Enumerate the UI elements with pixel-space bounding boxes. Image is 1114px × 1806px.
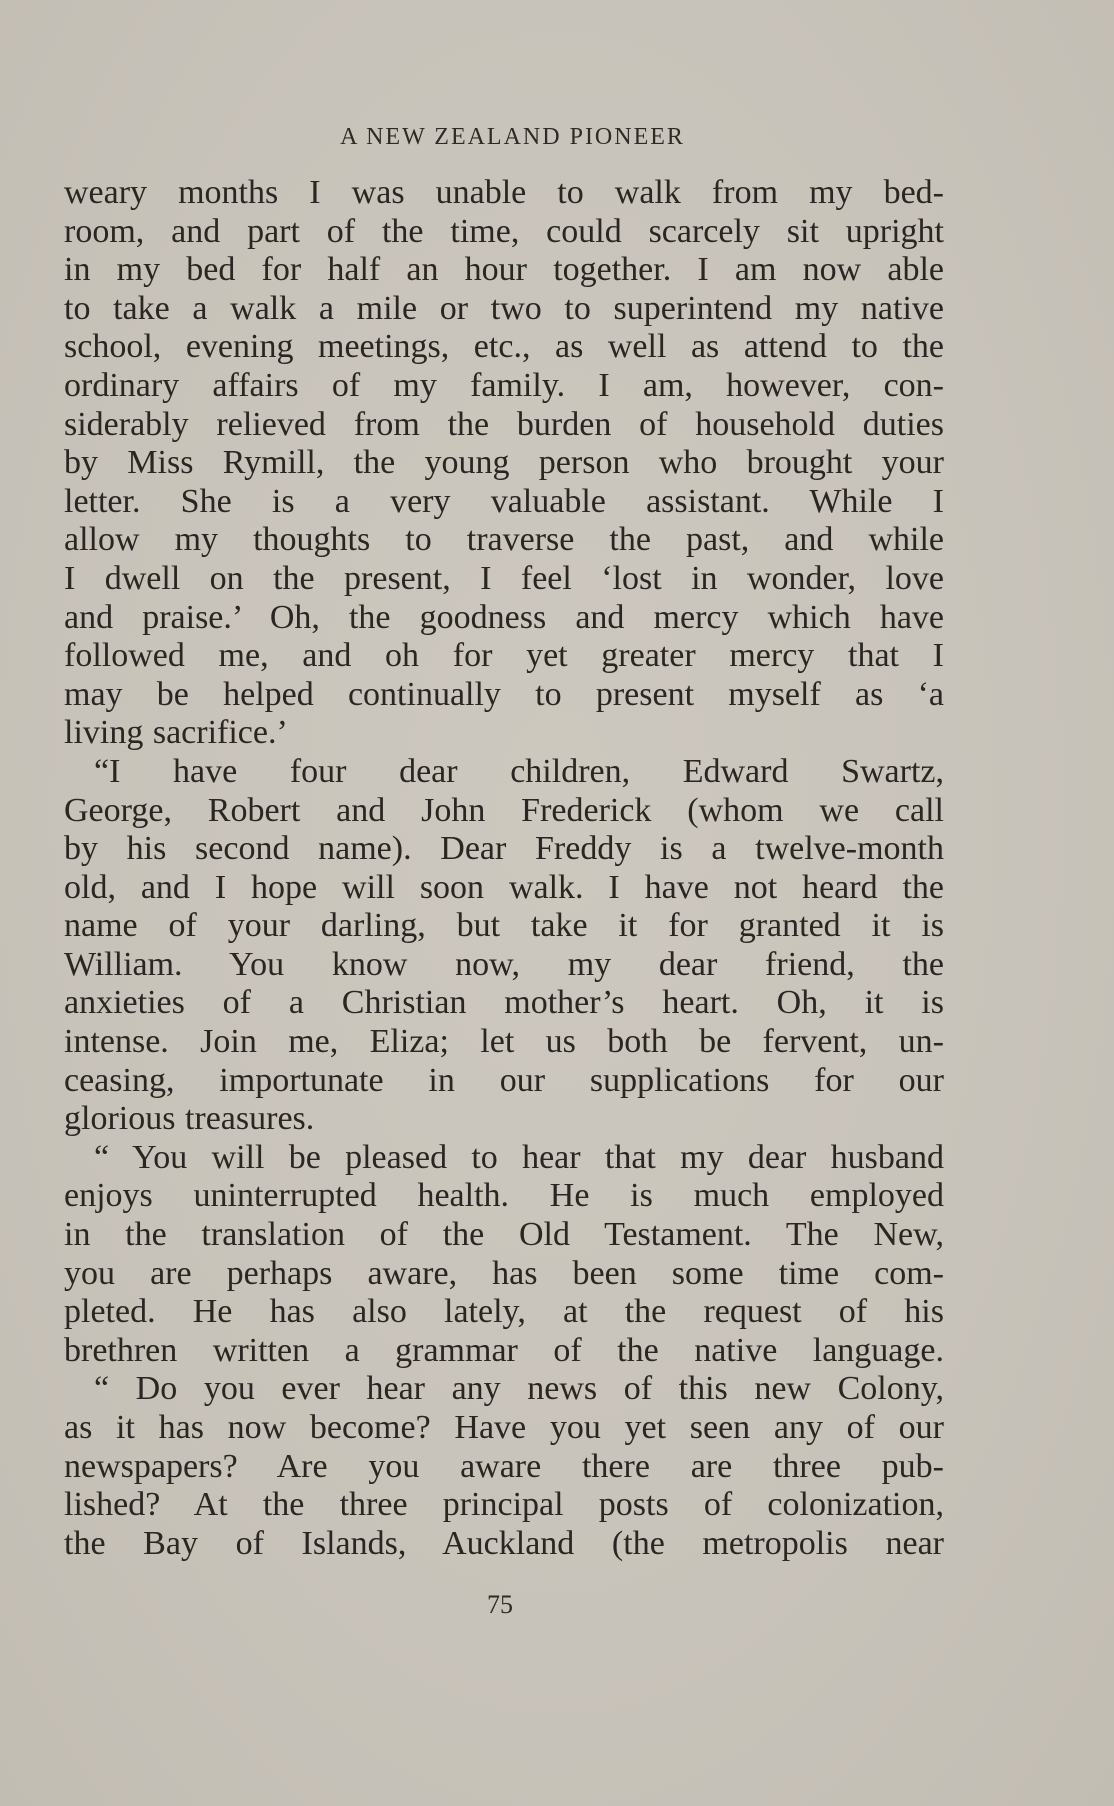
text-line: glorious treasures. [64,1100,315,1138]
text-line: may be helped continually to present myself as ‘a [64,675,944,713]
text-line: as it has now become? Have you yet seen any of our [64,1409,944,1446]
text-line: ordinary affairs of my family. I am, however, con- [64,366,944,404]
text-line: the Bay of Islands, Auckland (the metropolis near [64,1524,944,1562]
text-line: anxieties of a Christian mother’s heart. Oh, it is [64,984,944,1022]
text-line: siderably relieved from the burden of household duties [64,405,944,443]
text-line: George, Robert and John Frederick (whom we call [64,791,944,829]
text-line: letter. She is a very valuable assistant. While I [64,482,944,520]
text-line: followed me, and oh for yet greater mercy that I [64,637,944,675]
text-line: enjoys uninterrupted health. He is much employed [64,1177,944,1215]
text-line: weary months I was unable to walk from my bed- [64,174,944,211]
text-line: old, and I hope will soon walk. I have not heard the [64,868,944,906]
text-line: “ Do you ever hear any news of this new Colony, [94,1370,944,1408]
text-line: name of your darling, but take it for granted it is [64,907,944,945]
text-line: allow my thoughts to traverse the past, and while [64,521,944,559]
body-text [64,174,944,1563]
page-number: 75 [487,1590,513,1619]
text-line: to take a walk a mile or two to superintend my native [64,289,944,327]
running-head: A NEW ZEALAND PIONEER [340,124,685,150]
text-line: intense. Join me, Eliza; let us both be fervent, un- [64,1023,944,1061]
text-line: and praise.’ Oh, the goodness and mercy which have [64,598,944,636]
text-line: by his second name). Dear Freddy is a twelve-month [64,830,944,868]
text-line: William. You know now, my dear friend, the [64,945,944,983]
text-line: living sacrifice.’ [64,714,288,752]
text-line: pleted. He has also lately, at the request of his [64,1293,944,1331]
text-line: ceasing, importunate in our supplications for our [64,1061,944,1099]
text-line: by Miss Rymill, the young person who brought your [64,444,944,482]
text-line: in my bed for half an hour together. I am now able [64,251,944,289]
text-line: “I have four dear children, Edward Swartz, [94,752,944,790]
text-line: in the translation of the Old Testament. The New, [64,1216,944,1254]
text-line: room, and part of the time, could scarcely sit upright [64,212,944,250]
text-line: newspapers? Are you aware there are three pub- [64,1447,944,1485]
text-line: you are perhaps aware, has been some time com- [64,1254,944,1292]
text-line: lished? At the three principal posts of colonization, [64,1486,944,1524]
text-line: brethren written a grammar of the native language. [64,1331,944,1369]
text-line: school, evening meetings, etc., as well as attend to the [64,328,944,366]
text-line: I dwell on the present, I feel ‘lost in wonder, love [64,559,944,597]
text-line: “ You will be pleased to hear that my dear husband [94,1138,944,1176]
